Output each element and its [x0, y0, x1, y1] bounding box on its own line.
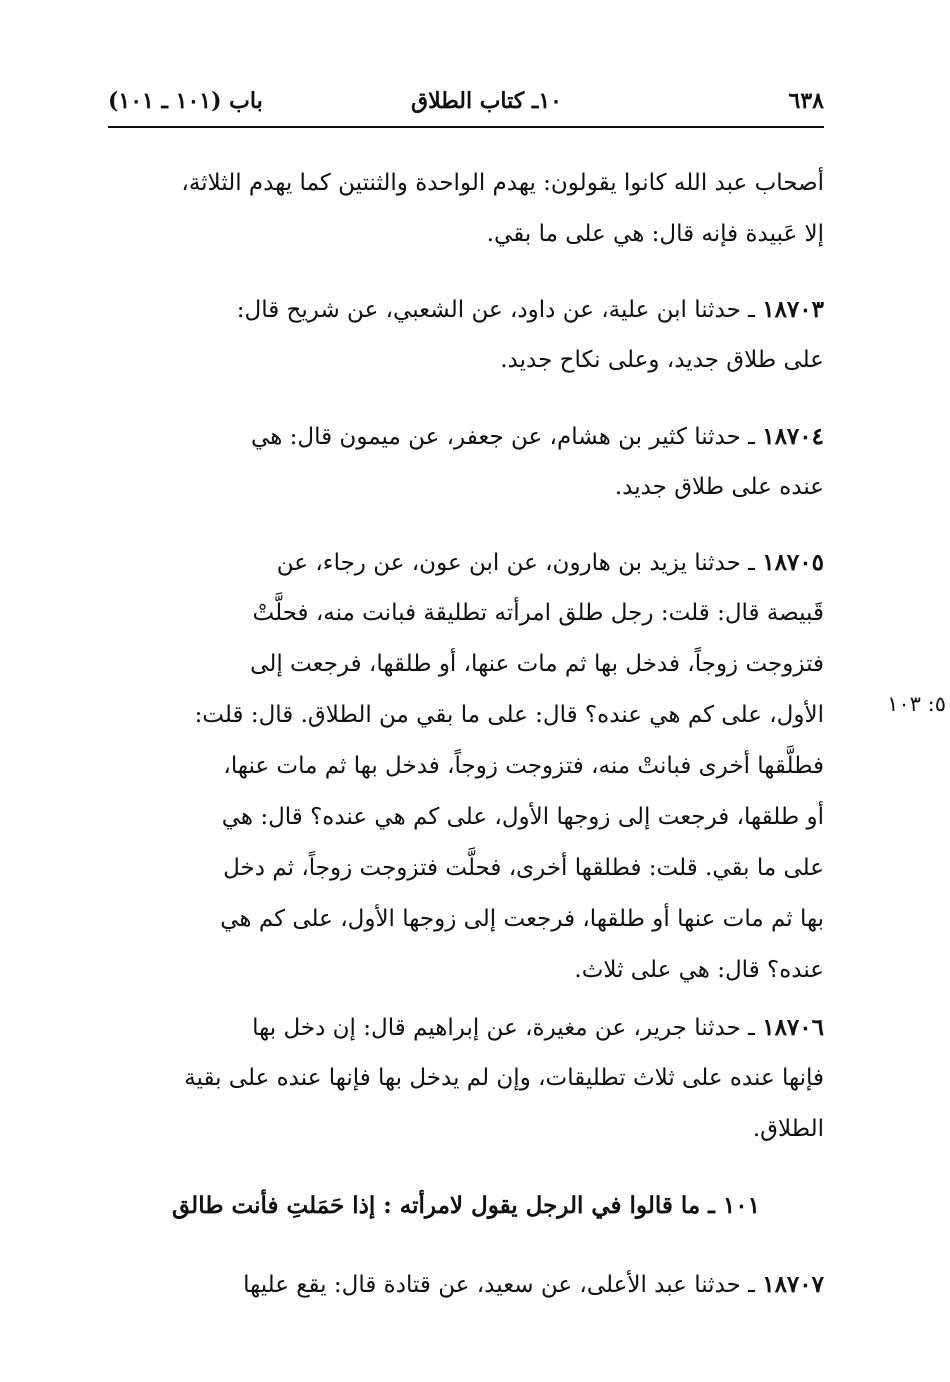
- hadith-18707: [108, 1259, 824, 1310]
- text-line: ١٨٧٠٣ ـ حدثنا ابن علية، عن داود، عن الشعبي، عن شريح قال:: [236, 296, 824, 323]
- chapter-range: باب (١٠١ ـ ١٠١): [108, 88, 263, 114]
- hadith-18705: [108, 537, 824, 996]
- text-line: فتزوجت زوجاً، فدخل بها ثم مات عنها، أو طلقها، فرجعت إلى: [250, 651, 824, 677]
- text-line: فإنها عنده على ثلاث تطليقات، وإن لم يدخل بها فإنها عنده على بقية: [184, 1065, 824, 1091]
- book-title: ١٠ـ كتاب الطلاق: [411, 88, 562, 114]
- text-line: الأول، على كم هي عنده؟ قال: على ما بقي من الطلاق. قال: قلت:: [194, 702, 824, 728]
- text-line: ١٨٧٠٥ ـ حدثنا يزيد بن هارون، عن ابن عون، عن رجاء، عن: [276, 549, 824, 576]
- hadith-number: ١٨٧٠٧: [762, 1271, 824, 1298]
- text-line: على ما بقي. قلت: فطلقها أخرى، فحلَّت فتزوجت زوجاً، ثم دخل: [223, 855, 824, 881]
- text-line: ١٨٧٠٧ ـ حدثنا عبد الأعلى، عن سعيد، عن قتادة قال: يقع عليها: [243, 1271, 824, 1298]
- hadith-number: ١٨٧٠٤: [762, 423, 824, 450]
- page-number: ٦٣٨: [788, 88, 824, 114]
- text-line: عنده على طلاق جديد.: [614, 474, 824, 500]
- section-heading: ١٠١ ـ ما قالوا في الرجل يقول لامرأته : إذا حَمَلتِ فأنت طالق: [172, 1192, 760, 1219]
- hadith-number: ١٨٧٠٥: [762, 549, 824, 576]
- hadith-18706: [108, 1002, 824, 1155]
- text-line: أصحاب عبد الله كانوا يقولون: يهدم الواحدة والثنتين كما يهدم الثلاثة،: [181, 170, 824, 196]
- header-rule: [108, 126, 824, 128]
- hadith-18704: [108, 411, 824, 513]
- text-line: ١٨٧٠٦ ـ حدثنا جرير، عن مغيرة، عن إبراهيم قال: إن دخل بها: [252, 1014, 824, 1041]
- text-line: بها ثم مات عنها أو طلقها، فرجعت إلى زوجها الأول، على كم هي: [220, 906, 824, 932]
- hadith-18703: [108, 284, 824, 386]
- text-line: عنده؟ قال: هي على ثلاث.: [574, 957, 824, 983]
- text-line: قَبيصة قال: قلت: رجل طلق امرأته تطليقة فبانت منه، فحلَّتْ: [252, 600, 824, 626]
- text-line: ١٨٧٠٤ ـ حدثنا كثير بن هشام، عن جعفر، عن ميمون قال: هي: [251, 423, 824, 450]
- hadith-number: ١٨٧٠٣: [762, 296, 824, 323]
- text-line: على طلاق جديد، وعلى نكاح جديد.: [500, 347, 824, 373]
- text-line: إلا عَبيدة فإنه قال: هي على ما بقي.: [486, 221, 824, 247]
- text-line: أو طلقها، فرجعت إلى زوجها الأول، على كم هي عنده؟ قال: هي: [221, 804, 824, 830]
- hadith-number: ١٨٧٠٦: [762, 1014, 824, 1041]
- text-line: الطلاق.: [752, 1116, 824, 1142]
- running-header: [108, 84, 824, 124]
- marginal-reference: ٥: ١٠٣: [887, 692, 946, 716]
- text-block-continuation: [108, 158, 824, 260]
- text-line: فطلَّقها أخرى فبانتْ منه، فتزوجت زوجاً، فدخل بها ثم مات عنها،: [223, 753, 824, 779]
